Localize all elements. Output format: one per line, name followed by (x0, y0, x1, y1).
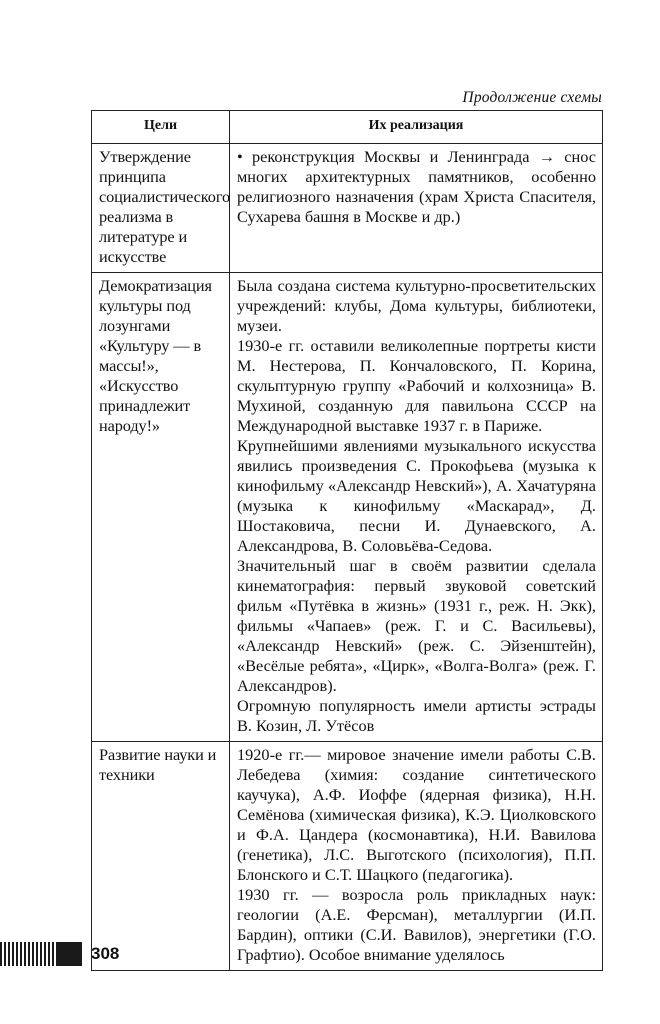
table-row (92, 273, 603, 742)
table-header-row (92, 111, 603, 144)
implementation-paragraph: 1920-е гг.— мировое значение имели работы С.В. Лебедева (химия: создание синтетического каучука), А.Ф. Иоффе (ядерная физика), Н.Н. Семёнова (химическая физика), К.Э. Циолковского и Ф.А. Цандера (космонавтика), Н.И. Вавилова (генетика), Л.С. Выготского (психология), П.П. Блонского и С.Т. Шацкого (педагогика). (237, 745, 596, 884)
goal-cell: Утверждение принципа социалистического реализма в литературе и искусстве (92, 144, 230, 273)
implementation-paragraph: 1930 гг. — возросла роль прикладных наук: геологии (А.Е. Ферсман), металлургии (И.П. Бардин), оптики (С.И. Вавилов), энергетики (Г.О. Графтио). Особое внимание уделялось (237, 885, 596, 964)
implementation-paragraph: Была создана система культурно-просветительских учреждений: клубы, Дома культуры, библиотеки, музеи. (237, 276, 596, 335)
table-row (92, 742, 603, 971)
page-number: 308 (91, 944, 120, 963)
implementation-paragraph: Значительный шаг в своём развитии сделала кинематография: первый звуковой советский фильм «Путёвка в жизнь» (1931 г., реж. Н. Экк), фильмы «Чапаев» (реж. Г. и С. Васильевы), «Александр Невский» (реж. С. Эйзенштейн), «Весёлые ребята», «Цирк», «Волга-Волга» (реж. Г. Александров). (237, 556, 596, 695)
goal-cell: Демократизация культуры под лозунгами «Культуру — в массы!», «Искусство принадлежит народу!» (92, 273, 230, 742)
implementation-paragraph: Крупнейшими явлениями музыкального искусства явились произведения С. Прокофьева (музыка к кинофильму «Александр Невский»), А. Хачатуряна (музыка к кинофильму «Маскарад», Д. Шостаковича, песни И. Дунаевского, А. Александрова, В. Соловьёва-Седова. (237, 436, 596, 555)
scheme-continuation-caption: Продолжение схемы (462, 89, 602, 106)
implementation-cell (230, 144, 603, 273)
implementation-cell (230, 742, 603, 971)
scheme-table (91, 110, 603, 971)
implementation-cell (230, 273, 603, 742)
goal-cell: Развитие науки и техники (92, 742, 230, 971)
table-row (92, 144, 603, 273)
column-header-goals: Цели (92, 111, 230, 144)
implementation-paragraph: • реконструкция Москвы и Ленинграда → снос многих архитектурных памятников, особенно религиозного назначения (храм Христа Спасителя, Сухарева башня в Москве и др.) (237, 147, 596, 227)
column-header-implementation: Их реализация (230, 111, 603, 144)
implementation-paragraph: Огромную популярность имели артисты эстрады В. Козин, Л. Утёсов (237, 696, 596, 735)
implementation-paragraph: 1930-е гг. оставили великолепные портреты кисти М. Нестерова, П. Кончаловского, П. Корина, скульптурную группу «Рабочий и колхозница» В. Мухиной, созданную для павильона СССР на Международной выставке 1937 г. в Париже. (237, 336, 596, 435)
page-marker-block (56, 942, 82, 966)
